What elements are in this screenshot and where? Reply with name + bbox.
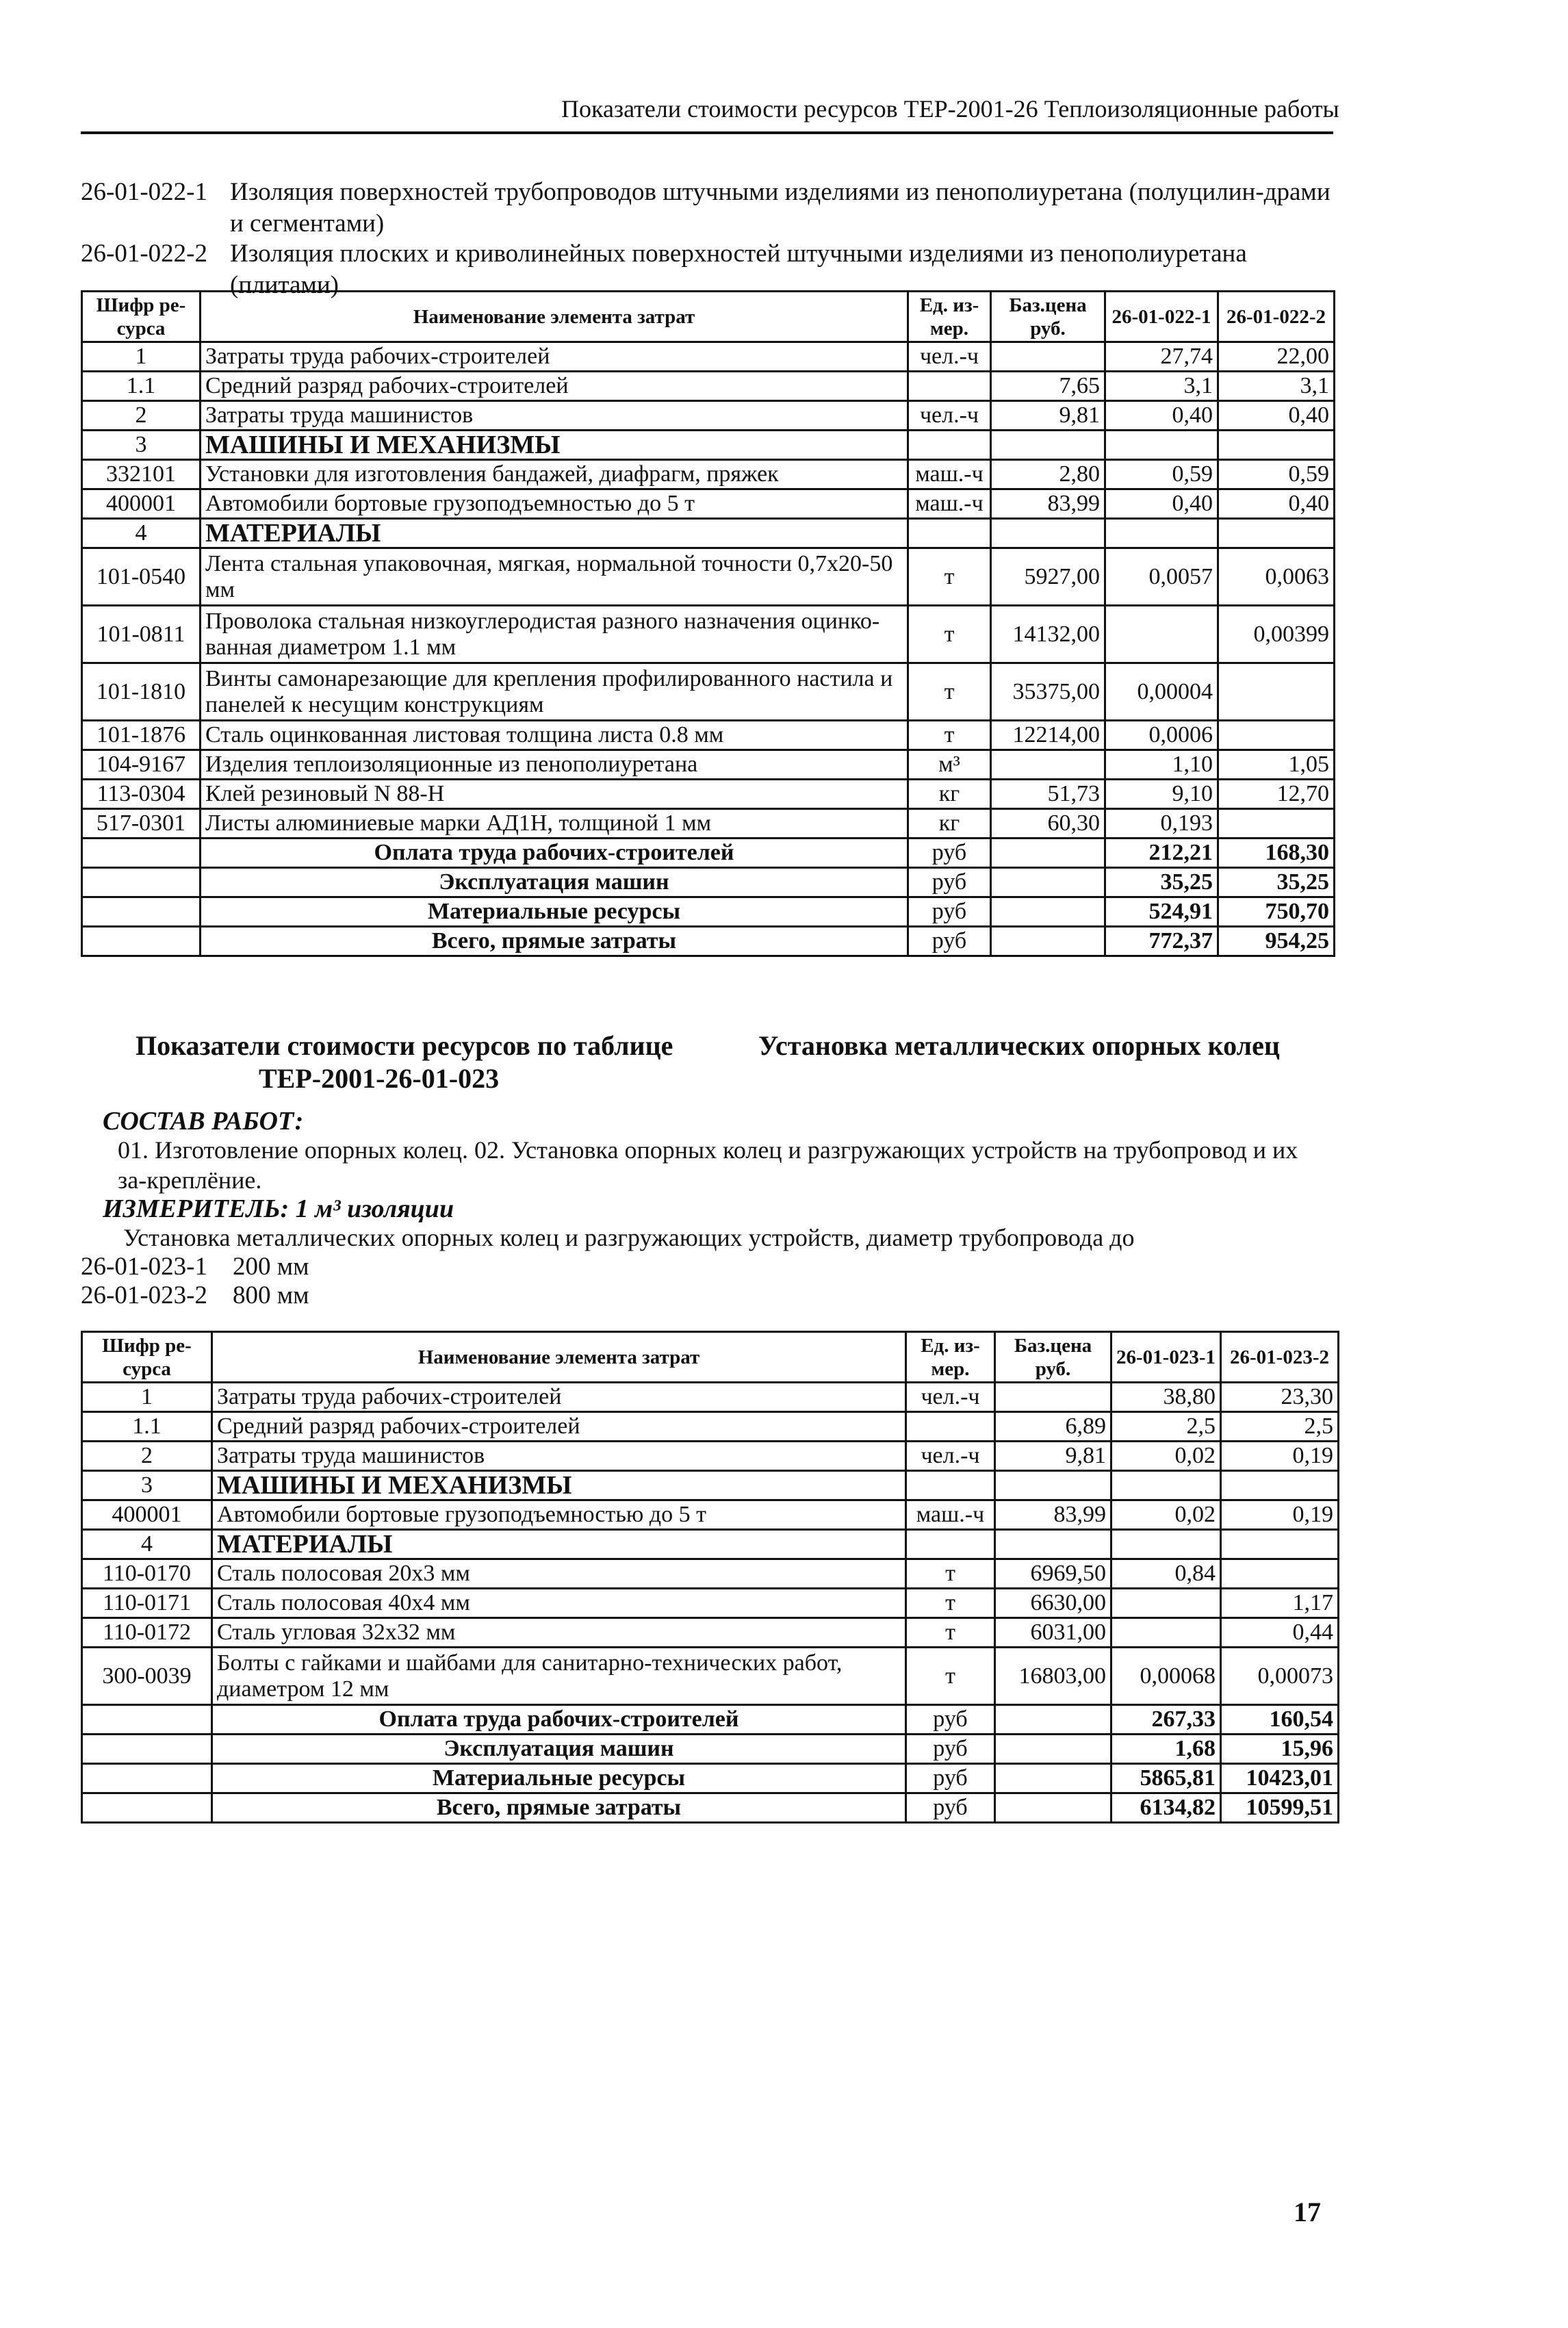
section-row <box>82 519 1335 548</box>
cell-unit: маш.-ч <box>906 1500 995 1530</box>
cell-price <box>995 1471 1111 1500</box>
cell-unit: м³ <box>908 750 991 780</box>
table-row <box>82 809 1335 839</box>
cell-value-1 <box>1111 1471 1221 1500</box>
cell-code: 101-1810 <box>82 663 201 721</box>
cell-price: 9,81 <box>991 401 1105 431</box>
cell-value-2 <box>1218 721 1335 750</box>
cell-price <box>995 1735 1111 1764</box>
cell-unit: руб <box>908 839 991 868</box>
cell-value-2 <box>1218 431 1335 460</box>
code-item-26-01-022-1 <box>81 177 1333 240</box>
cell-value-1 <box>1111 1530 1221 1559</box>
cell-price: 83,99 <box>995 1500 1111 1530</box>
cell-name: Материальные ресурсы <box>212 1764 906 1793</box>
cell-unit: т <box>908 548 991 606</box>
cell-code: 1.1 <box>82 372 201 401</box>
resource-table-1 <box>81 290 1335 957</box>
total-row <box>82 1735 1339 1764</box>
cell-code: 2 <box>82 1442 212 1471</box>
total-row <box>82 868 1335 897</box>
cell-value-2: 0,40 <box>1218 401 1335 431</box>
cell-name: Сталь оцинкованная листовая толщина листа 0.8 мм <box>201 721 908 750</box>
cell-value-1: 0,84 <box>1111 1559 1221 1589</box>
cell-price: 14132,00 <box>991 606 1105 663</box>
cell-name: Сталь полосовая 20х3 мм <box>212 1559 906 1589</box>
cell-value-1: 0,40 <box>1105 401 1218 431</box>
cell-unit: руб <box>906 1705 995 1735</box>
table-row <box>82 721 1335 750</box>
cell-name: Винты самонарезающие для крепления профилированного настила и панелей к несущим конструкциям <box>201 663 908 721</box>
cell-value-2: 0,19 <box>1221 1500 1339 1530</box>
cell-value-2: 0,59 <box>1218 460 1335 489</box>
cell-value-1: 0,02 <box>1111 1442 1221 1471</box>
cell-value-2: 1,05 <box>1218 750 1335 780</box>
cell-unit: чел.-ч <box>908 401 991 431</box>
cell-price <box>991 868 1105 897</box>
cell-value-1: 1,68 <box>1111 1735 1221 1764</box>
cell-unit <box>906 1530 995 1559</box>
cell-price <box>995 1793 1111 1823</box>
cell-price: 83,99 <box>991 489 1105 519</box>
cell-code: 2 <box>82 401 201 431</box>
cell-value-1: 0,193 <box>1105 809 1218 839</box>
cell-value-2 <box>1221 1559 1339 1589</box>
cell-price: 6031,00 <box>995 1618 1111 1648</box>
cell-unit: т <box>908 721 991 750</box>
total-row <box>82 1764 1339 1793</box>
table-row <box>82 780 1335 809</box>
table-row <box>82 401 1335 431</box>
cell-value-2 <box>1218 809 1335 839</box>
cell-price <box>991 750 1105 780</box>
cell-unit <box>908 431 991 460</box>
works-text: 01. Изготовление опорных колец. 02. Установка опорных колец и разгружающих устройств на трубопровод и их за-креплёние. <box>118 1136 1298 1194</box>
cell-code <box>82 1764 212 1793</box>
cell-price: 2,80 <box>991 460 1105 489</box>
cell-value-2: 15,96 <box>1221 1735 1339 1764</box>
cell-value-1: 1,10 <box>1105 750 1218 780</box>
cell-code: 104-9167 <box>82 750 201 780</box>
cell-name: Оплата труда рабочих-строителей <box>201 839 908 868</box>
cell-code <box>82 868 201 897</box>
table-row <box>82 1383 1339 1412</box>
code-item-26-01-023-2 <box>81 1280 1333 1310</box>
cell-value-2: 35,25 <box>1218 868 1335 897</box>
cell-name: Установки для изготовления бандажей, диафрагм, пряжек <box>201 460 908 489</box>
header-rule <box>81 131 1333 134</box>
cell-value-2: 0,0063 <box>1218 548 1335 606</box>
cell-code: 3 <box>82 431 201 460</box>
cell-unit: чел.-ч <box>906 1383 995 1412</box>
cell-price: 5927,00 <box>991 548 1105 606</box>
cell-value-2: 1,17 <box>1221 1589 1339 1618</box>
cell-code: 101-0540 <box>82 548 201 606</box>
cell-unit: руб <box>906 1764 995 1793</box>
cell-unit: руб <box>908 897 991 927</box>
cell-name: Средний разряд рабочих-строителей <box>201 372 908 401</box>
cell-value-2: 0,40 <box>1218 489 1335 519</box>
cell-code: 113-0304 <box>82 780 201 809</box>
code-item-text: Изоляция поверхностей трубопроводов штучными изделиями из пенополиуретана (полуцилин-драми и сегментами) <box>230 178 1331 238</box>
cell-price <box>991 519 1105 548</box>
cell-name: Сталь угловая 32х32 мм <box>212 1618 906 1648</box>
cell-value-2: 23,30 <box>1221 1383 1339 1412</box>
table-row <box>82 1648 1339 1705</box>
cell-price: 9,81 <box>995 1442 1111 1471</box>
cell-value-1 <box>1105 519 1218 548</box>
cell-value-2: 750,70 <box>1218 897 1335 927</box>
cell-value-1: 27,74 <box>1105 342 1218 372</box>
cell-value-2 <box>1218 519 1335 548</box>
cell-unit: маш.-ч <box>908 460 991 489</box>
cell-value-1: 267,33 <box>1111 1705 1221 1735</box>
cell-value-2: 2,5 <box>1221 1412 1339 1442</box>
cell-price: 7,65 <box>991 372 1105 401</box>
table-row <box>82 1589 1339 1618</box>
cell-name: МАТЕРИАЛЫ <box>201 519 908 548</box>
table-row <box>82 548 1335 606</box>
cell-value-2: 0,19 <box>1221 1442 1339 1471</box>
cell-value-1 <box>1105 606 1218 663</box>
cell-value-1: 524,91 <box>1105 897 1218 927</box>
table-row <box>82 1412 1339 1442</box>
header-name: Наименование элемента затрат <box>212 1332 906 1383</box>
cell-name: Затраты труда рабочих-строителей <box>201 342 908 372</box>
cell-unit: т <box>906 1648 995 1705</box>
cell-value-1: 0,0006 <box>1105 721 1218 750</box>
cell-name: Эксплуатация машин <box>212 1735 906 1764</box>
cell-code: 300-0039 <box>82 1648 212 1705</box>
cell-unit: руб <box>906 1735 995 1764</box>
cell-value-1 <box>1111 1618 1221 1648</box>
code-item-code: 26-01-023-2 <box>81 1281 207 1309</box>
cell-unit <box>906 1471 995 1500</box>
cell-value-1: 2,5 <box>1111 1412 1221 1442</box>
cell-name: Листы алюминиевые марки АД1Н, толщиной 1 мм <box>201 809 908 839</box>
cell-price <box>991 927 1105 956</box>
cell-name: Болты с гайками и шайбами для санитарно-технических работ, диаметром 12 мм <box>212 1648 906 1705</box>
cell-name: Автомобили бортовые грузоподъемностью до 5 т <box>201 489 908 519</box>
section2-title-left-1: Показатели стоимости ресурсов по таблице <box>136 1030 673 1061</box>
total-row <box>82 927 1335 956</box>
header-unit: Ед. из-мер. <box>906 1332 995 1383</box>
table-row <box>82 460 1335 489</box>
cell-value-2: 168,30 <box>1218 839 1335 868</box>
cell-value-1: 0,40 <box>1105 489 1218 519</box>
table-row <box>82 750 1335 780</box>
cell-price <box>991 839 1105 868</box>
table-row <box>82 372 1335 401</box>
cell-value-1: 0,00004 <box>1105 663 1218 721</box>
cell-value-1: 35,25 <box>1105 868 1218 897</box>
cell-code <box>82 1705 212 1735</box>
cell-unit <box>908 372 991 401</box>
cell-code <box>82 927 201 956</box>
header-code: Шифр ре-сурса <box>82 1332 212 1383</box>
cell-name: Средний разряд рабочих-строителей <box>212 1412 906 1442</box>
cell-code <box>82 1793 212 1823</box>
cell-code: 1 <box>82 1383 212 1412</box>
cell-value-2 <box>1218 663 1335 721</box>
table-row <box>82 663 1335 721</box>
cell-unit: кг <box>908 809 991 839</box>
table-header-row <box>82 292 1335 342</box>
cell-value-1: 38,80 <box>1111 1383 1221 1412</box>
cell-value-1: 0,0057 <box>1105 548 1218 606</box>
section2-description: Установка металлических опорных колец и разгружающих устройств, диаметр трубопровода до <box>123 1224 1135 1251</box>
table-row <box>82 606 1335 663</box>
cell-code: 4 <box>82 519 201 548</box>
cell-code: 110-0172 <box>82 1618 212 1648</box>
cell-value-2: 954,25 <box>1218 927 1335 956</box>
header-name: Наименование элемента затрат <box>201 292 908 342</box>
section-row <box>82 1530 1339 1559</box>
cell-code <box>82 1735 212 1764</box>
cell-unit: чел.-ч <box>906 1442 995 1471</box>
resource-table-2 <box>81 1331 1339 1824</box>
running-header: Показатели стоимости ресурсов ТЕР-2001-26 Теплоизоляционные работы <box>561 95 1339 123</box>
cell-price <box>995 1530 1111 1559</box>
cell-name: МАТЕРИАЛЫ <box>212 1530 906 1559</box>
cell-name: Изделия теплоизоляционные из пенополиуретана <box>201 750 908 780</box>
cell-name: Материальные ресурсы <box>201 897 908 927</box>
table-header-row <box>82 1332 1339 1383</box>
header-col-1: 26-01-023-1 <box>1111 1332 1221 1383</box>
cell-name: Затраты труда машинистов <box>201 401 908 431</box>
cell-price: 6630,00 <box>995 1589 1111 1618</box>
cell-code <box>82 839 201 868</box>
cell-value-2: 22,00 <box>1218 342 1335 372</box>
cell-name: Оплата труда рабочих-строителей <box>212 1705 906 1735</box>
works-label: СОСТАВ РАБОТ: <box>103 1107 304 1136</box>
section-row <box>82 431 1335 460</box>
cell-price <box>995 1764 1111 1793</box>
cell-value-1: 6134,82 <box>1111 1793 1221 1823</box>
cell-unit: т <box>906 1559 995 1589</box>
meter-label: ИЗМЕРИТЕЛЬ: 1 м³ изоляции <box>103 1194 454 1223</box>
code-item-26-01-022-2 <box>81 238 1333 299</box>
cell-value-2 <box>1221 1471 1339 1500</box>
cell-value-1 <box>1111 1589 1221 1618</box>
cell-unit: чел.-ч <box>908 342 991 372</box>
code-item-text: 200 мм <box>233 1253 309 1281</box>
cell-code: 110-0170 <box>82 1559 212 1589</box>
code-item-text: 800 мм <box>233 1281 309 1309</box>
cell-code <box>82 897 201 927</box>
total-row <box>82 1705 1339 1735</box>
cell-code: 1 <box>82 342 201 372</box>
cell-name: Затраты труда машинистов <box>212 1442 906 1471</box>
cell-value-1: 5865,81 <box>1111 1764 1221 1793</box>
cell-code: 110-0171 <box>82 1589 212 1618</box>
cell-code: 101-0811 <box>82 606 201 663</box>
cell-value-1: 3,1 <box>1105 372 1218 401</box>
cell-value-2: 0,00073 <box>1221 1648 1339 1705</box>
cell-price <box>995 1705 1111 1735</box>
table-row <box>82 1500 1339 1530</box>
cell-value-2: 10423,01 <box>1221 1764 1339 1793</box>
cell-unit: кг <box>908 780 991 809</box>
cell-value-1: 772,37 <box>1105 927 1218 956</box>
cell-price <box>991 897 1105 927</box>
cell-name: Проволока стальная низкоуглеродистая разного назначения оцинко-ванная диаметром 1.1 мм <box>201 606 908 663</box>
cell-value-1: 212,21 <box>1105 839 1218 868</box>
cell-value-1: 9,10 <box>1105 780 1218 809</box>
cell-code: 332101 <box>82 460 201 489</box>
total-row <box>82 839 1335 868</box>
header-unit: Ед. из-мер. <box>908 292 991 342</box>
code-item-code: 26-01-023-1 <box>81 1253 207 1281</box>
cell-unit <box>906 1412 995 1442</box>
table-row <box>82 489 1335 519</box>
cell-price: 6,89 <box>995 1412 1111 1442</box>
cell-value-1: 0,59 <box>1105 460 1218 489</box>
cell-value-2: 0,00399 <box>1218 606 1335 663</box>
cell-unit: руб <box>908 868 991 897</box>
cell-price <box>991 342 1105 372</box>
cell-name: Всего, прямые затраты <box>201 927 908 956</box>
cell-code: 400001 <box>82 1500 212 1530</box>
cell-unit: руб <box>908 927 991 956</box>
cell-unit: т <box>906 1589 995 1618</box>
header-code: Шифр ре-сурса <box>82 292 201 342</box>
cell-value-2 <box>1221 1530 1339 1559</box>
cell-unit <box>908 519 991 548</box>
cell-code: 400001 <box>82 489 201 519</box>
cell-price: 35375,00 <box>991 663 1105 721</box>
cell-name: Затраты труда рабочих-строителей <box>212 1383 906 1412</box>
table-row <box>82 1618 1339 1648</box>
header-price: Баз.цена руб. <box>995 1332 1111 1383</box>
cell-name: МАШИНЫ И МЕХАНИЗМЫ <box>212 1471 906 1500</box>
cell-name: Лента стальная упаковочная, мягкая, нормальной точности 0,7х20-50 мм <box>201 548 908 606</box>
cell-unit: т <box>906 1618 995 1648</box>
cell-code: 517-0301 <box>82 809 201 839</box>
cell-value-2: 12,70 <box>1218 780 1335 809</box>
code-item-code: 26-01-022-1 <box>81 178 207 206</box>
section2-title-left-2: ТЕР-2001-26-01-023 <box>259 1063 500 1094</box>
cell-code: 3 <box>82 1471 212 1500</box>
cell-price: 60,30 <box>991 809 1105 839</box>
code-item-26-01-023-1 <box>81 1251 1333 1281</box>
table-row <box>82 1559 1339 1589</box>
cell-value-1: 0,02 <box>1111 1500 1221 1530</box>
cell-value-2: 10599,51 <box>1221 1793 1339 1823</box>
cell-name: Клей резиновый N 88-Н <box>201 780 908 809</box>
cell-unit: маш.-ч <box>908 489 991 519</box>
header-price: Баз.цена руб. <box>991 292 1105 342</box>
cell-name: Сталь полосовая 40х4 мм <box>212 1589 906 1618</box>
cell-value-1: 0,00068 <box>1111 1648 1221 1705</box>
cell-name: Автомобили бортовые грузоподъемностью до 5 т <box>212 1500 906 1530</box>
cell-price: 12214,00 <box>991 721 1105 750</box>
header-col-2: 26-01-022-2 <box>1218 292 1335 342</box>
cell-value-2: 3,1 <box>1218 372 1335 401</box>
total-row <box>82 1793 1339 1823</box>
code-item-text: Изоляция плоских и криволинейных поверхностей штучными изделиями из пенополиуретана (плитами) <box>230 240 1247 299</box>
page-number: 17 <box>1294 2197 1321 2227</box>
cell-price <box>995 1383 1111 1412</box>
cell-name: Всего, прямые затраты <box>212 1793 906 1823</box>
cell-code: 1.1 <box>82 1412 212 1442</box>
cell-name: МАШИНЫ И МЕХАНИЗМЫ <box>201 431 908 460</box>
cell-unit: т <box>908 663 991 721</box>
table-row <box>82 342 1335 372</box>
cell-code: 4 <box>82 1530 212 1559</box>
section-row <box>82 1471 1339 1500</box>
section2-title-right: Установка металлических опорных колец <box>758 1030 1280 1061</box>
code-item-code: 26-01-022-2 <box>81 240 207 268</box>
header-col-2: 26-01-023-2 <box>1221 1332 1339 1383</box>
header-col-1: 26-01-022-1 <box>1105 292 1218 342</box>
cell-price: 51,73 <box>991 780 1105 809</box>
cell-value-2: 0,44 <box>1221 1618 1339 1648</box>
cell-value-1 <box>1105 431 1218 460</box>
cell-unit: руб <box>906 1793 995 1823</box>
cell-code: 101-1876 <box>82 721 201 750</box>
cell-price <box>991 431 1105 460</box>
cell-value-2: 160,54 <box>1221 1705 1339 1735</box>
cell-price: 16803,00 <box>995 1648 1111 1705</box>
cell-unit: т <box>908 606 991 663</box>
cell-name: Эксплуатация машин <box>201 868 908 897</box>
cell-price: 6969,50 <box>995 1559 1111 1589</box>
table-row <box>82 1442 1339 1471</box>
total-row <box>82 897 1335 927</box>
